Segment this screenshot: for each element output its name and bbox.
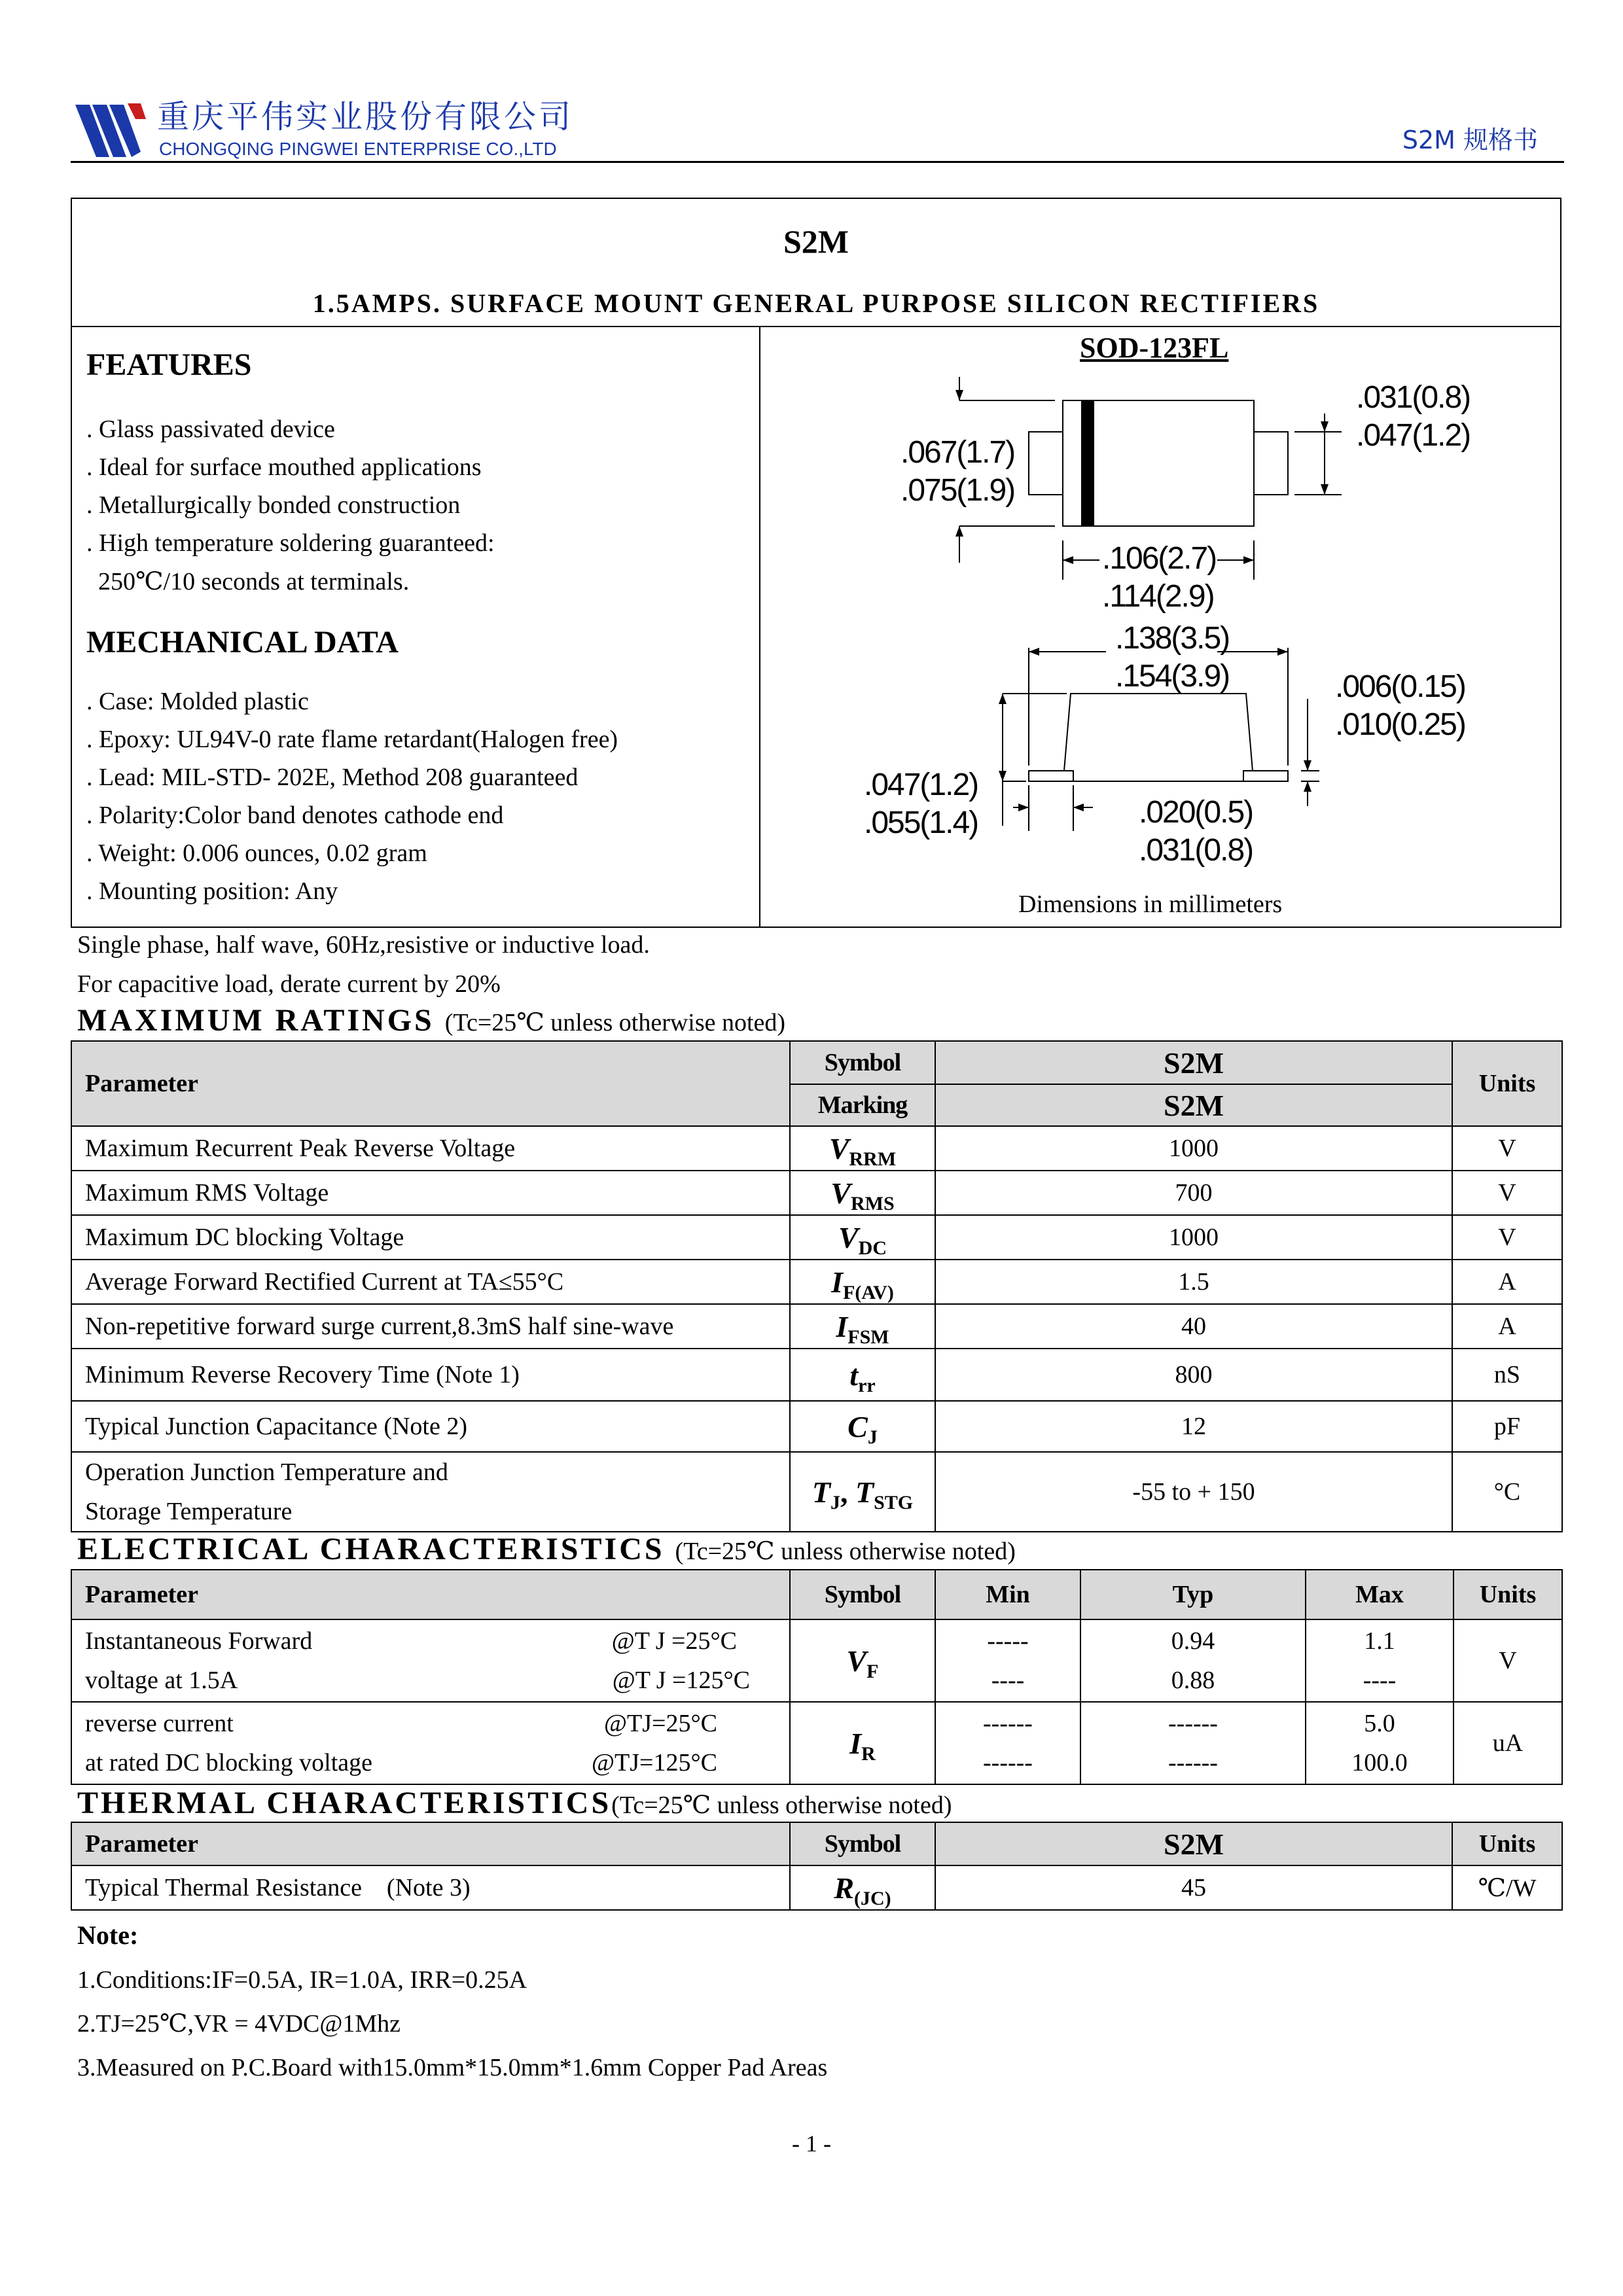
dim-profile-height-min: .047(1.2)	[864, 768, 978, 802]
dim-lead-thickness-min: .006(0.15)	[1335, 669, 1465, 704]
feature-item: . Metallurgically bonded construction	[86, 491, 461, 519]
param-cell: Average Forward Rectified Current at TA≤55°C	[71, 1260, 790, 1304]
col-header-max: Max	[1306, 1570, 1454, 1619]
page-number: - 1 -	[792, 2130, 831, 2157]
param-cell: Typical Thermal Resistance (Note 3)	[71, 1865, 790, 1910]
unit-cell: V	[1454, 1619, 1562, 1702]
col-header-marking: Marking	[790, 1084, 935, 1126]
thermal-title	[77, 1785, 952, 1821]
table-row	[71, 1865, 1562, 1910]
symbol-cell: $I_{F(AV)}$	[790, 1260, 935, 1304]
electrical-heading: ELECTRICAL CHARACTERISTICS	[77, 1532, 665, 1566]
symbol-cell: $R_{(JC)}$	[790, 1865, 935, 1910]
typ-cell: ------ ------	[1080, 1702, 1306, 1784]
max-ratings-condition: (Tc=25℃ unless otherwise noted)	[444, 1009, 786, 1036]
feature-item: . Ideal for surface mouthed applications	[86, 453, 482, 481]
dim-overall-length-min: .138(3.5)	[1115, 621, 1230, 656]
intro-line: For capacitive load, derate current by 20%	[77, 970, 501, 998]
col-header-units: Units	[1452, 1041, 1562, 1126]
symbol-cell: $t_{rr}$	[790, 1349, 935, 1401]
table-row	[71, 1401, 1562, 1452]
dim-body-height-max: .075(1.9)	[901, 473, 1015, 508]
col-header-typ: Typ	[1080, 1570, 1306, 1619]
min-cell: ----- ----	[935, 1619, 1080, 1702]
col-header-part: S2M	[935, 1041, 1452, 1084]
value-cell: 700	[935, 1171, 1452, 1215]
value-cell: 40	[935, 1304, 1452, 1349]
symbol-cell: $V_{DC}$	[790, 1215, 935, 1260]
note-item: 2.TJ=25℃,VR = 4VDC@1Mhz	[77, 2010, 401, 2038]
value-cell: 45	[935, 1865, 1452, 1910]
cathode-band	[1081, 400, 1094, 526]
unit-cell: uA	[1454, 1702, 1562, 1784]
unit-cell: V	[1452, 1126, 1562, 1171]
unit-cell: A	[1452, 1304, 1562, 1349]
unit-cell: V	[1452, 1215, 1562, 1260]
param-cell: Instantaneous Forward @T J =25°C voltage at 1.5A @T J =125°C	[71, 1619, 790, 1702]
dim-lead-length-max: .031(0.8)	[1139, 833, 1253, 868]
intro-line: Single phase, half wave, 60Hz,resistive or inductive load.	[77, 931, 650, 959]
col-header-units: Units	[1454, 1570, 1562, 1619]
note-item: 3.Measured on P.C.Board with15.0mm*15.0mm*1.6mm Copper Pad Areas	[77, 2054, 828, 2081]
table-row	[71, 1260, 1562, 1304]
table-row	[71, 1349, 1562, 1401]
dim-lead-length-min: .020(0.5)	[1139, 795, 1253, 830]
param-cell: Non-repetitive forward surge current,8.3mS half sine-wave	[71, 1304, 790, 1349]
param-cell: Minimum Reverse Recovery Time (Note 1)	[71, 1349, 790, 1401]
param-cell: Maximum Recurrent Peak Reverse Voltage	[71, 1126, 790, 1171]
dim-lead-width-max: .047(1.2)	[1356, 418, 1471, 453]
col-header-part: S2M	[935, 1822, 1452, 1865]
thermal-table	[71, 1822, 1563, 1911]
value-cell: 1000	[935, 1215, 1452, 1260]
col-header-parameter: Parameter	[71, 1041, 790, 1126]
package-name: SOD-123FL	[1080, 332, 1229, 364]
features-heading: FEATURES	[86, 347, 252, 382]
param-cell: Operation Junction Temperature and Storage Temperature	[71, 1452, 790, 1532]
value-cell: 800	[935, 1349, 1452, 1401]
typ-cell: 0.94 0.88	[1080, 1619, 1306, 1702]
table-row	[71, 1171, 1562, 1215]
mechanical-item: . Polarity:Color band denotes cathode end	[86, 802, 504, 829]
mechanical-item: . Case: Molded plastic	[86, 688, 309, 715]
dim-body-height-min: .067(1.7)	[901, 435, 1015, 470]
package-outline-drawing	[0, 0, 1623, 929]
param-cell: Typical Junction Capacitance (Note 2)	[71, 1401, 790, 1452]
feature-item: . High temperature soldering guaranteed:	[86, 529, 495, 557]
col-header-parameter: Parameter	[71, 1822, 790, 1865]
param-cell: Maximum DC blocking Voltage	[71, 1215, 790, 1260]
value-cell: 1.5	[935, 1260, 1452, 1304]
value-cell: 1000	[935, 1126, 1452, 1171]
col-header-units: Units	[1452, 1822, 1562, 1865]
table-row	[71, 1619, 1562, 1702]
symbol-cell: $I_R$	[790, 1702, 935, 1784]
min-cell: ------ ------	[935, 1702, 1080, 1784]
notes-heading: Note:	[77, 1920, 139, 1950]
value-cell: 12	[935, 1401, 1452, 1452]
col-header-symbol: Symbol	[790, 1570, 935, 1619]
mechanical-item: . Lead: MIL-STD- 202E, Method 208 guaranteed	[86, 764, 579, 791]
table-row	[71, 1126, 1562, 1171]
thermal-heading: THERMAL CHARACTERISTICS	[77, 1786, 612, 1820]
col-header-symbol: Symbol	[790, 1822, 935, 1865]
mechanical-item: . Mounting position: Any	[86, 877, 338, 905]
electrical-table	[71, 1569, 1563, 1785]
dim-lead-thickness-max: .010(0.25)	[1335, 707, 1465, 742]
part-subtitle: 1.5AMPS. SURFACE MOUNT GENERAL PURPOSE SILICON RECTIFIERS	[312, 289, 1320, 318]
symbol-cell: $I_{FSM}$	[790, 1304, 935, 1349]
symbol-cell: $V_{RMS}$	[790, 1171, 935, 1215]
col-header-parameter: Parameter	[71, 1570, 790, 1619]
thermal-condition: (Tc=25℃ unless otherwise noted)	[611, 1792, 952, 1819]
max-cell: 5.0 100.0	[1306, 1702, 1454, 1784]
max-ratings-title	[77, 1002, 785, 1038]
symbol-cell: $C_J$	[790, 1401, 935, 1452]
col-header-min: Min	[935, 1570, 1080, 1619]
unit-cell: V	[1452, 1171, 1562, 1215]
col-header-part-marking: S2M	[935, 1084, 1452, 1126]
param-cell: Maximum RMS Voltage	[71, 1171, 790, 1215]
symbol-cell: $T_J$, $T_{STG}$	[790, 1452, 935, 1532]
unit-cell: A	[1452, 1260, 1562, 1304]
max-cell: 1.1 ----	[1306, 1619, 1454, 1702]
table-row	[71, 1452, 1562, 1532]
mechanical-item: . Epoxy: UL94V-0 rate flame retardant(Halogen free)	[86, 726, 618, 753]
part-title: S2M	[783, 223, 849, 260]
document-label: S2M 规格书	[1402, 126, 1538, 154]
company-name-en: CHONGQING PINGWEI ENTERPRISE CO.,LTD	[159, 139, 557, 159]
param-cell: reverse current @TJ=25°C at rated DC blocking voltage @TJ=125°C	[71, 1702, 790, 1784]
company-name-cn: 重庆平伟实业股份有限公司	[157, 98, 574, 135]
value-cell: -55 to + 150	[935, 1452, 1452, 1532]
mechanical-heading: MECHANICAL DATA	[86, 625, 399, 660]
feature-item: . Glass passivated device	[86, 415, 335, 443]
package-lead-left	[1029, 432, 1063, 495]
unit-cell: pF	[1452, 1401, 1562, 1452]
dim-overall-length-max: .154(3.9)	[1115, 659, 1230, 694]
unit-cell: ℃/W	[1452, 1865, 1562, 1910]
unit-cell: °C	[1452, 1452, 1562, 1532]
max-ratings-heading: MAXIMUM RATINGS	[77, 1003, 435, 1038]
table-row	[71, 1304, 1562, 1349]
mechanical-item: . Weight: 0.006 ounces, 0.02 gram	[86, 839, 427, 867]
feature-item: 250℃/10 seconds at terminals.	[98, 568, 410, 595]
dim-lead-width-min: .031(0.8)	[1356, 380, 1471, 415]
electrical-condition: (Tc=25℃ unless otherwise noted)	[675, 1538, 1016, 1565]
symbol-cell: $V_{RRM}$	[790, 1126, 935, 1171]
col-header-symbol: Symbol	[790, 1041, 935, 1084]
unit-cell: nS	[1452, 1349, 1562, 1401]
table-row	[71, 1702, 1562, 1784]
symbol-cell: $V_F$	[790, 1619, 935, 1702]
dim-profile-height-max: .055(1.4)	[864, 805, 978, 840]
dim-body-length-min: .106(2.7)	[1102, 541, 1217, 576]
package-lead-right	[1254, 432, 1288, 495]
dim-body-length-max: .114(2.9)	[1102, 579, 1214, 614]
max-ratings-table	[71, 1040, 1563, 1532]
dimension-note: Dimensions in millimeters	[1018, 891, 1283, 918]
table-row	[71, 1215, 1562, 1260]
electrical-title	[77, 1531, 1016, 1567]
note-item: 1.Conditions:IF=0.5A, IR=1.0A, IRR=0.25A	[77, 1966, 527, 1994]
